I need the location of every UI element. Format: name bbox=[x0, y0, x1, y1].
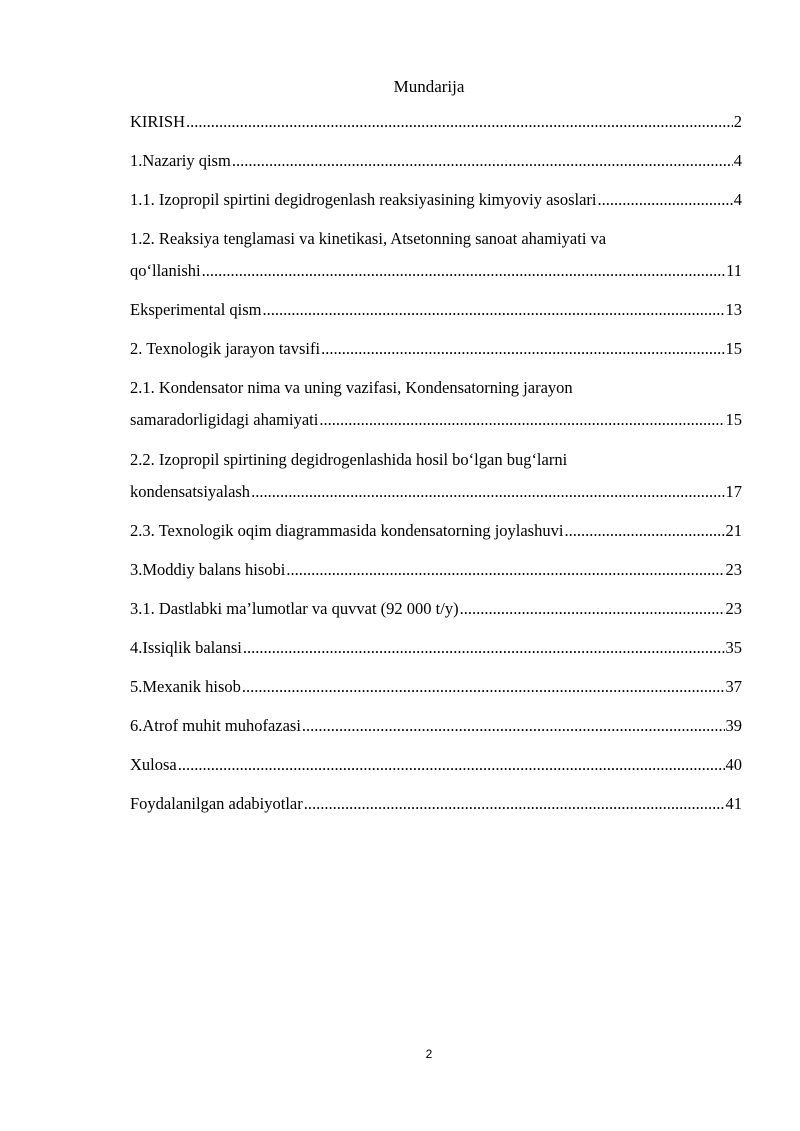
toc-entry-title-line1: 2.1. Kondensator nima va uning vazifasi, Kondensatorning jarayon bbox=[130, 378, 573, 397]
toc-entry bbox=[130, 793, 742, 815]
toc-entry-title: 5.Mexanik hisob bbox=[130, 677, 241, 696]
toc-entry-page: 39 bbox=[725, 716, 742, 735]
toc-entry-page: 2 bbox=[733, 112, 742, 131]
toc-entry bbox=[130, 754, 742, 776]
toc-leader-dots bbox=[243, 637, 725, 659]
toc-entry bbox=[130, 715, 742, 737]
toc-entry bbox=[130, 377, 742, 431]
toc-entry-title: 1.Nazariy qism bbox=[130, 151, 231, 170]
toc-entry bbox=[130, 520, 742, 542]
toc-leader-dots bbox=[319, 409, 724, 431]
toc-entry bbox=[130, 637, 742, 659]
toc-entry-title: Foydalanilgan adabiyotlar bbox=[130, 794, 303, 813]
toc-entry bbox=[130, 189, 742, 211]
toc-entry-page: 41 bbox=[725, 794, 742, 813]
toc-entry bbox=[130, 111, 742, 133]
toc-entry-page: 37 bbox=[725, 677, 742, 696]
toc-leader-dots bbox=[564, 520, 724, 542]
toc-entry-title: 1.1. Izopropil spirtini degidrogenlash reaksiyasining kimyoviy asoslari bbox=[130, 190, 597, 209]
toc-entry-title: 2.3. Texnologik oqim diagrammasida kondensatorning joylashuvi bbox=[130, 521, 564, 540]
toc-entry-page: 4 bbox=[733, 190, 742, 209]
toc-entry bbox=[130, 299, 742, 321]
toc-leader-dots bbox=[321, 338, 724, 360]
toc-entry bbox=[130, 559, 742, 581]
toc-entry bbox=[130, 598, 742, 620]
toc-entry-page: 17 bbox=[725, 482, 742, 501]
page-title: Mundarija bbox=[393, 77, 465, 96]
toc-entry-title-line1: 1.2. Reaksiya tenglamasi va kinetikasi, Atsetonning sanoat ahamiyati va bbox=[130, 229, 607, 248]
toc-entry-title: 3.1. Dastlabki ma’lumotlar va quvvat (92 000 t/y) bbox=[130, 599, 459, 618]
toc-leader-dots bbox=[263, 299, 725, 321]
toc-entry-title: samaradorligidagi ahamiyati bbox=[130, 410, 319, 429]
toc-entry-title: Xulosa bbox=[130, 755, 177, 774]
toc-entry-page: 21 bbox=[725, 521, 742, 540]
toc-leader-dots bbox=[232, 150, 733, 172]
toc-entry bbox=[130, 676, 742, 698]
toc-entry-title: kondensatsiyalash bbox=[130, 482, 251, 501]
toc-entry-title: qo‘llanishi bbox=[130, 261, 201, 280]
toc-leader-dots bbox=[202, 260, 726, 282]
toc-leader-dots bbox=[242, 676, 725, 698]
toc-leader-dots bbox=[186, 111, 733, 133]
toc-entry-title: 4.Issiqlik balansi bbox=[130, 638, 242, 657]
toc-leader-dots bbox=[460, 598, 725, 620]
toc-entry bbox=[130, 338, 742, 360]
toc-leader-dots bbox=[302, 715, 725, 737]
toc-entry-title: 6.Atrof muhit muhofazasi bbox=[130, 716, 301, 735]
toc-entry-page: 13 bbox=[725, 300, 742, 319]
toc-entry-page: 40 bbox=[725, 755, 742, 774]
toc-entry-title: KIRISH bbox=[130, 112, 186, 131]
toc-leader-dots bbox=[251, 481, 724, 503]
toc-entry-page: 23 bbox=[725, 599, 742, 618]
toc-entry bbox=[130, 150, 742, 172]
toc-leader-dots bbox=[178, 754, 725, 776]
toc-entry-title: 2. Texnologik jarayon tavsifi bbox=[130, 339, 321, 358]
page-number: 2 bbox=[425, 1047, 433, 1061]
toc-entry bbox=[130, 228, 742, 282]
toc-entry-page: 15 bbox=[725, 339, 742, 358]
toc-entry bbox=[130, 449, 742, 503]
toc-entry-page: 4 bbox=[733, 151, 742, 170]
toc-entry-page: 11 bbox=[726, 261, 742, 280]
toc-leader-dots bbox=[304, 793, 725, 815]
toc-entry-title: Eksperimental qism bbox=[130, 300, 262, 319]
toc-entry-title-line1: 2.2. Izopropil spirtining degidrogenlashida hosil bo‘lgan bug‘larni bbox=[130, 450, 568, 469]
toc-leader-dots bbox=[286, 559, 724, 581]
toc-entry-page: 23 bbox=[725, 560, 742, 579]
toc-entry-page: 35 bbox=[725, 638, 742, 657]
toc-entry-title: 3.Moddiy balans hisobi bbox=[130, 560, 286, 579]
toc-leader-dots bbox=[598, 189, 733, 211]
toc-entry-page: 15 bbox=[725, 410, 742, 429]
